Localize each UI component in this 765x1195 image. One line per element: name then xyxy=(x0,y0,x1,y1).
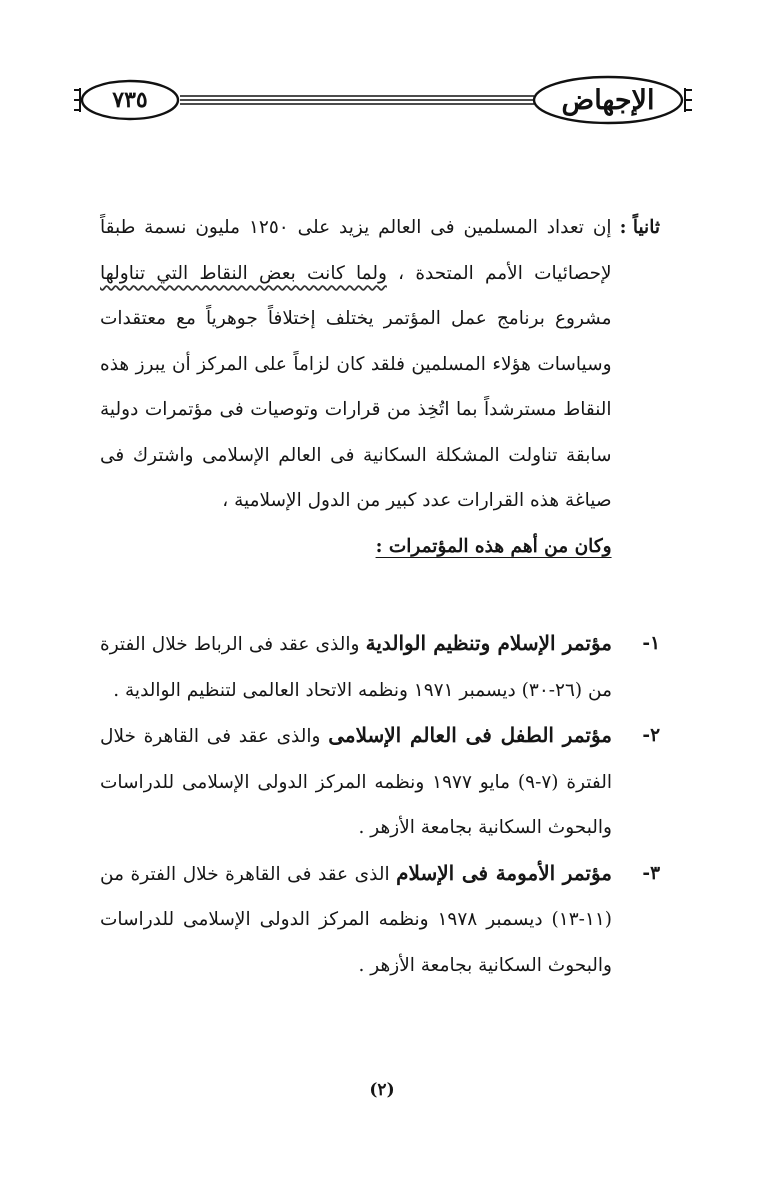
conference-details: الذى عقد فى القاهرة خلال الفترة من (١١-١٣) ديسمبر ١٩٧٨ ونظمه المركز الدولى الإسلامى للدراسات والبحوث السكانية بجامعة الأزهر . xyxy=(100,863,612,976)
footer-page-marker: (٢) xyxy=(369,1080,395,1100)
underlined-phrase: ولما كانت بعض النقاط التي تناولها xyxy=(100,262,387,284)
paragraph-text-end: مشروع برنامج عمل المؤتمر يختلف إختلافاً جوهرياً مع معتقدات وسياسات هؤلاء المسلمين فلقد كان لزاماً على المركز أن يبرز هذه النقاط مسترشداً بما اتُخِذ من قرارات وتوصيات فى مؤتمرات دولية سابقة تناولت المشكلة السكانية فى العالم الإسلامى واشترك فى صياغة هذه القرارات عدد كبير من الدول الإسلامية ، xyxy=(100,308,612,511)
list-item-number: ١- xyxy=(642,633,660,654)
intro-paragraph xyxy=(100,205,612,569)
conference-name: مؤتمر الطفل فى العالم الإسلامى xyxy=(328,723,612,747)
conference-list xyxy=(100,621,660,988)
list-item-body xyxy=(100,713,612,851)
conferences-heading: وكان من أهم هذه المؤتمرات : xyxy=(375,535,612,557)
list-item-number: ٣- xyxy=(642,862,660,884)
paragraph-text-start: إن تعداد المسلمين فى العالم يزيد على ١٢٥٠ مليون نسمة طبقاً لإحصائيات الأمم المتحدة ، xyxy=(100,217,612,284)
list-item-number: ٢- xyxy=(642,725,660,746)
list-item-body xyxy=(100,621,612,713)
header-page-number: ٧٣٥ xyxy=(112,87,148,113)
conference-name: مؤتمر الإسلام وتنظيم الوالدية xyxy=(365,631,612,655)
intro-section xyxy=(100,205,660,569)
conference-details: والذى عقد فى الرباط خلال الفترة من (٢٦-٣٠) ديسمبر ١٩٧١ ونظمه الاتحاد العالمى لتنظيم الوالدية . xyxy=(100,634,612,701)
list-item xyxy=(100,851,660,989)
page-content xyxy=(100,205,660,988)
conference-details: والذى عقد فى القاهرة خلال الفترة (٧-٩) مايو ١٩٧٧ ونظمه المركز الدولى الإسلامى للدراسات والبحوث السكانية بجامعة الأزهر . xyxy=(100,726,613,838)
conference-name: مؤتمر الأمومة فى الإسلام xyxy=(396,860,612,885)
list-item xyxy=(100,621,660,713)
section-label: ثانياً : xyxy=(619,217,660,238)
header-title: الإجهاض xyxy=(561,84,655,116)
list-item-body xyxy=(100,851,612,989)
running-header xyxy=(72,70,694,130)
list-item xyxy=(100,713,660,851)
